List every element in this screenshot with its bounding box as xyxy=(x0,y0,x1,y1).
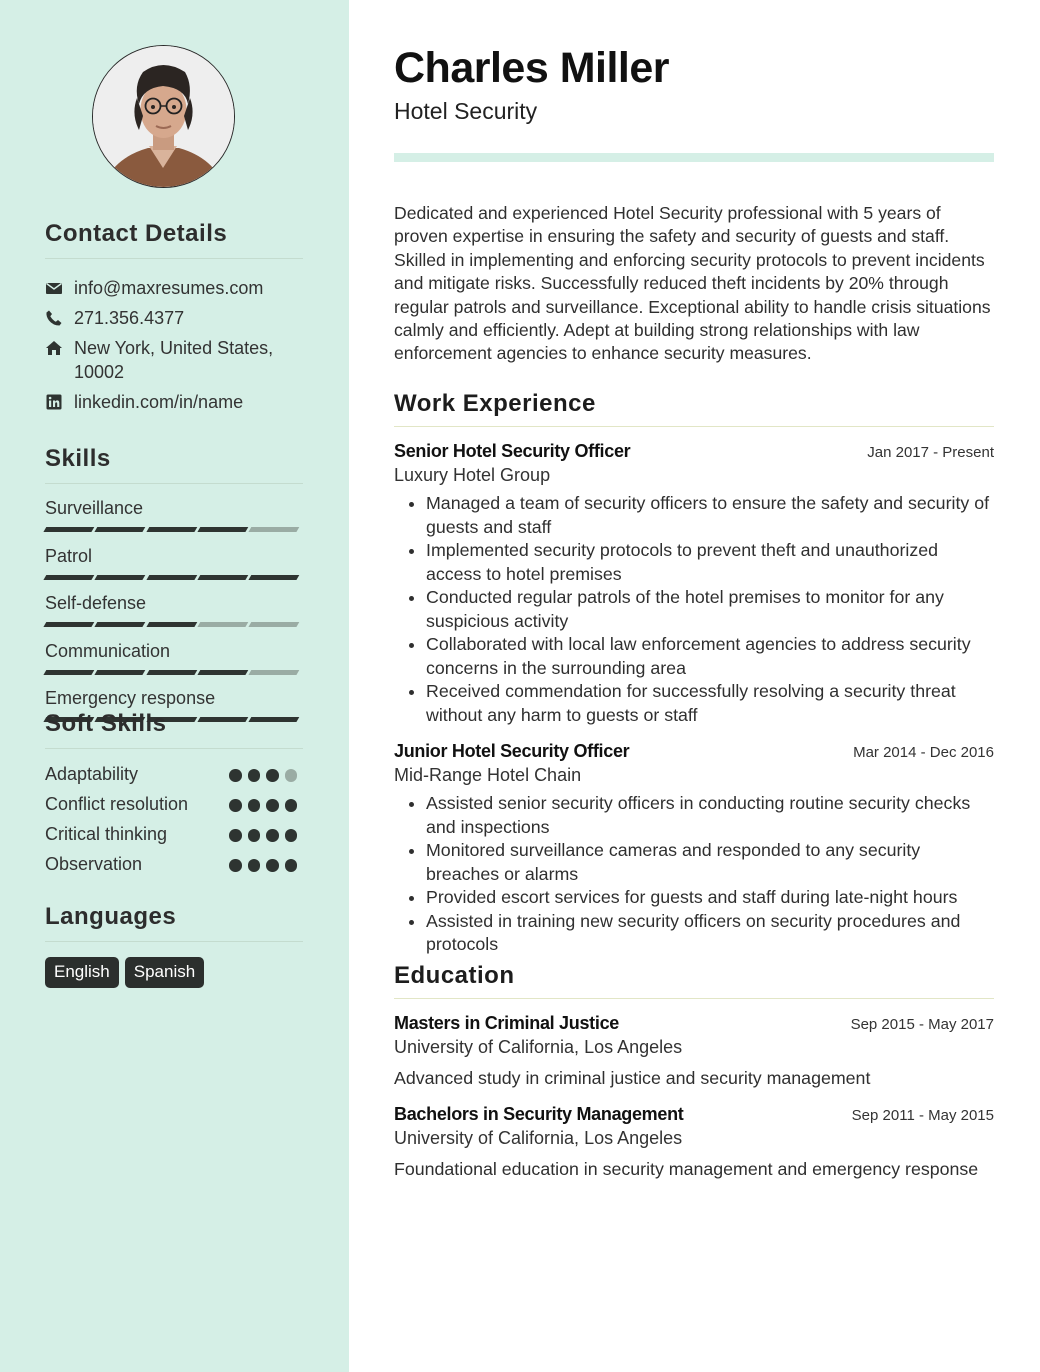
job-bullet: • Implemented security protocols to prevent theft and unauthorized access to hotel premises xyxy=(426,539,994,586)
education-description: Advanced study in criminal justice and security management xyxy=(394,1068,871,1088)
skill-item xyxy=(45,497,303,532)
skill-rating-segment xyxy=(95,527,146,532)
rating-dot xyxy=(229,829,242,842)
soft-skill-name: Observation xyxy=(45,854,143,874)
rating-dot xyxy=(285,769,298,782)
soft-skill-name: Critical thinking xyxy=(45,824,168,844)
soft-skills-heading: Soft Skills xyxy=(45,710,303,749)
job-bullet: • Provided escort services for guests and staff during late-night hours xyxy=(426,886,994,910)
skill-rating-segment xyxy=(249,527,300,532)
job-organization: Luxury Hotel Group xyxy=(394,465,551,485)
education-list xyxy=(394,1013,994,1181)
envelope-icon xyxy=(45,279,63,297)
soft-skill-item xyxy=(45,822,303,846)
languages-section xyxy=(45,903,303,988)
skill-rating-bars xyxy=(45,622,303,627)
rating-dot xyxy=(248,859,261,872)
education-dates: Sep 2015 - May 2017 xyxy=(850,1016,994,1033)
contact-phone-text: 271.356.4377 xyxy=(74,308,185,328)
job-bullet: • Assisted senior security officers in conducting routine security checks and inspections xyxy=(426,792,994,839)
rating-dot xyxy=(248,829,261,842)
linkedin-icon xyxy=(45,393,63,411)
language-tag: Spanish xyxy=(125,957,204,988)
soft-skill-item xyxy=(45,762,303,786)
soft-skill-rating xyxy=(229,769,303,781)
rating-dot xyxy=(266,829,279,842)
skill-rating-segment xyxy=(95,575,146,580)
skill-rating-bars xyxy=(45,670,303,675)
contact-linkedin[interactable] xyxy=(45,390,303,414)
soft-skill-rating xyxy=(229,859,303,871)
skill-item xyxy=(45,545,303,580)
skill-rating-segment xyxy=(198,622,249,627)
rating-dot xyxy=(229,799,242,812)
rating-dot xyxy=(229,859,242,872)
skills-heading: Skills xyxy=(45,445,303,484)
contact-section xyxy=(45,220,303,420)
contact-linkedin-text: linkedin.com/in/name xyxy=(74,392,244,412)
skill-name: Surveillance xyxy=(45,498,144,518)
skill-rating-bars xyxy=(45,527,303,532)
soft-skill-name: Adaptability xyxy=(45,764,139,784)
job-header xyxy=(394,741,994,762)
skill-rating-segment xyxy=(198,670,249,675)
contact-email-text: info@maxresumes.com xyxy=(74,278,264,298)
soft-skill-rating xyxy=(229,829,303,841)
skill-rating-segment xyxy=(198,527,249,532)
education-degree: Bachelors in Security Management xyxy=(394,1104,684,1124)
job-bullet: • Collaborated with local law enforcement agencies to address security concerns in the surrounding area xyxy=(426,633,994,680)
job-bullets xyxy=(394,492,994,727)
rating-dot xyxy=(285,799,298,812)
work-heading: Work Experience xyxy=(394,390,994,427)
skill-rating-bars xyxy=(45,575,303,580)
job-bullet: • Monitored surveillance cameras and responded to any security breaches or alarms xyxy=(426,839,994,886)
education-header xyxy=(394,1013,994,1034)
profile-summary: Dedicated and experienced Hotel Security professional with 5 years of proven expertise in ensuring the safety and security of guests and staff. Skilled in implementing and enforcing security protocols to prevent incidents and mitigate risks. Successfully reduced theft incidents by 20% through regular patrols and surveillance. Exceptional ability to handle crisis situations calmly and efficiently. Adept at building strong relationships with law enforcement agencies to enhance security measures. xyxy=(394,203,991,364)
work-experience-section xyxy=(394,390,994,957)
job-bullet: • Assisted in training new security officers on security procedures and protocols xyxy=(426,910,994,957)
languages-heading: Languages xyxy=(45,903,303,942)
job-role: Senior Hotel Security Officer xyxy=(394,441,631,461)
job-bullets xyxy=(394,792,994,957)
skill-name: Patrol xyxy=(45,545,93,566)
education-entry xyxy=(394,1013,994,1090)
skill-rating-segment xyxy=(146,670,197,675)
skill-rating-segment xyxy=(249,670,300,675)
education-school: University of California, Los Angeles xyxy=(394,1037,683,1057)
skills-section xyxy=(45,445,303,722)
contact-phone[interactable] xyxy=(45,306,303,330)
language-tag: English xyxy=(45,957,119,988)
job-bullet: • Conducted regular patrols of the hotel premises to monitor for any suspicious activity xyxy=(426,586,994,633)
home-icon xyxy=(45,339,63,357)
skills-list xyxy=(45,497,303,722)
job-header xyxy=(394,441,994,462)
rating-dot xyxy=(229,769,242,782)
soft-skills-section xyxy=(45,710,303,882)
contact-address-text: New York, United States, 10002 xyxy=(74,338,274,382)
job-title: Hotel Security xyxy=(394,98,538,124)
job-role: Junior Hotel Security Officer xyxy=(394,741,630,761)
education-header xyxy=(394,1104,994,1125)
skill-name: Self-defense xyxy=(45,593,147,613)
skill-rating-segment xyxy=(249,622,300,627)
skill-rating-segment xyxy=(44,527,95,532)
rating-dot xyxy=(248,769,261,782)
candidate-name: Charles Miller xyxy=(394,44,669,92)
phone-icon xyxy=(45,309,63,327)
job-entry xyxy=(394,741,994,957)
soft-skill-rating xyxy=(229,799,303,811)
job-dates: Mar 2014 - Dec 2016 xyxy=(853,744,994,761)
contact-address xyxy=(45,336,303,384)
rating-dot xyxy=(266,769,279,782)
language-tags xyxy=(45,957,303,988)
skill-name: Communication xyxy=(45,640,171,661)
education-entry xyxy=(394,1104,994,1181)
skill-rating-segment xyxy=(44,622,95,627)
education-heading: Education xyxy=(394,962,994,999)
job-dates: Jan 2017 - Present xyxy=(867,444,994,461)
skill-rating-segment xyxy=(146,575,197,580)
education-school: University of California, Los Angeles xyxy=(394,1128,683,1148)
contact-heading: Contact Details xyxy=(45,220,303,259)
skill-rating-segment xyxy=(146,622,197,627)
soft-skills-list xyxy=(45,762,303,876)
skill-rating-segment xyxy=(44,670,95,675)
education-section xyxy=(394,962,994,1181)
rating-dot xyxy=(285,829,298,842)
skill-name: Emergency response xyxy=(45,688,216,708)
rating-dot xyxy=(285,859,298,872)
education-dates: Sep 2011 - May 2015 xyxy=(851,1107,994,1124)
accent-bar xyxy=(394,153,994,162)
rating-dot xyxy=(266,799,279,812)
avatar-illustration xyxy=(93,46,234,187)
job-entry xyxy=(394,441,994,727)
profile-photo xyxy=(92,45,235,188)
job-bullet: • Managed a team of security officers to ensure the safety and security of guests and staff xyxy=(426,492,994,539)
soft-skill-name: Conflict resolution xyxy=(45,794,189,814)
rating-dot xyxy=(248,799,261,812)
skill-item xyxy=(45,592,303,627)
skill-rating-segment xyxy=(95,622,146,627)
job-bullet: • Received commendation for successfully resolving a security threat without any harm to guests or staff xyxy=(426,680,994,727)
soft-skill-item xyxy=(45,852,303,876)
skill-rating-segment xyxy=(146,527,197,532)
skill-rating-segment xyxy=(44,575,95,580)
skill-rating-segment xyxy=(249,575,300,580)
skill-rating-segment xyxy=(198,575,249,580)
rating-dot xyxy=(266,859,279,872)
skill-rating-segment xyxy=(95,670,146,675)
sidebar xyxy=(0,0,349,1372)
skill-item xyxy=(45,640,303,675)
soft-skill-item xyxy=(45,792,303,816)
education-description: Foundational education in security management and emergency response xyxy=(394,1159,979,1179)
jobs-list xyxy=(394,441,994,957)
job-organization: Mid-Range Hotel Chain xyxy=(394,765,582,785)
education-degree: Masters in Criminal Justice xyxy=(394,1013,619,1033)
contact-email[interactable] xyxy=(45,276,303,300)
